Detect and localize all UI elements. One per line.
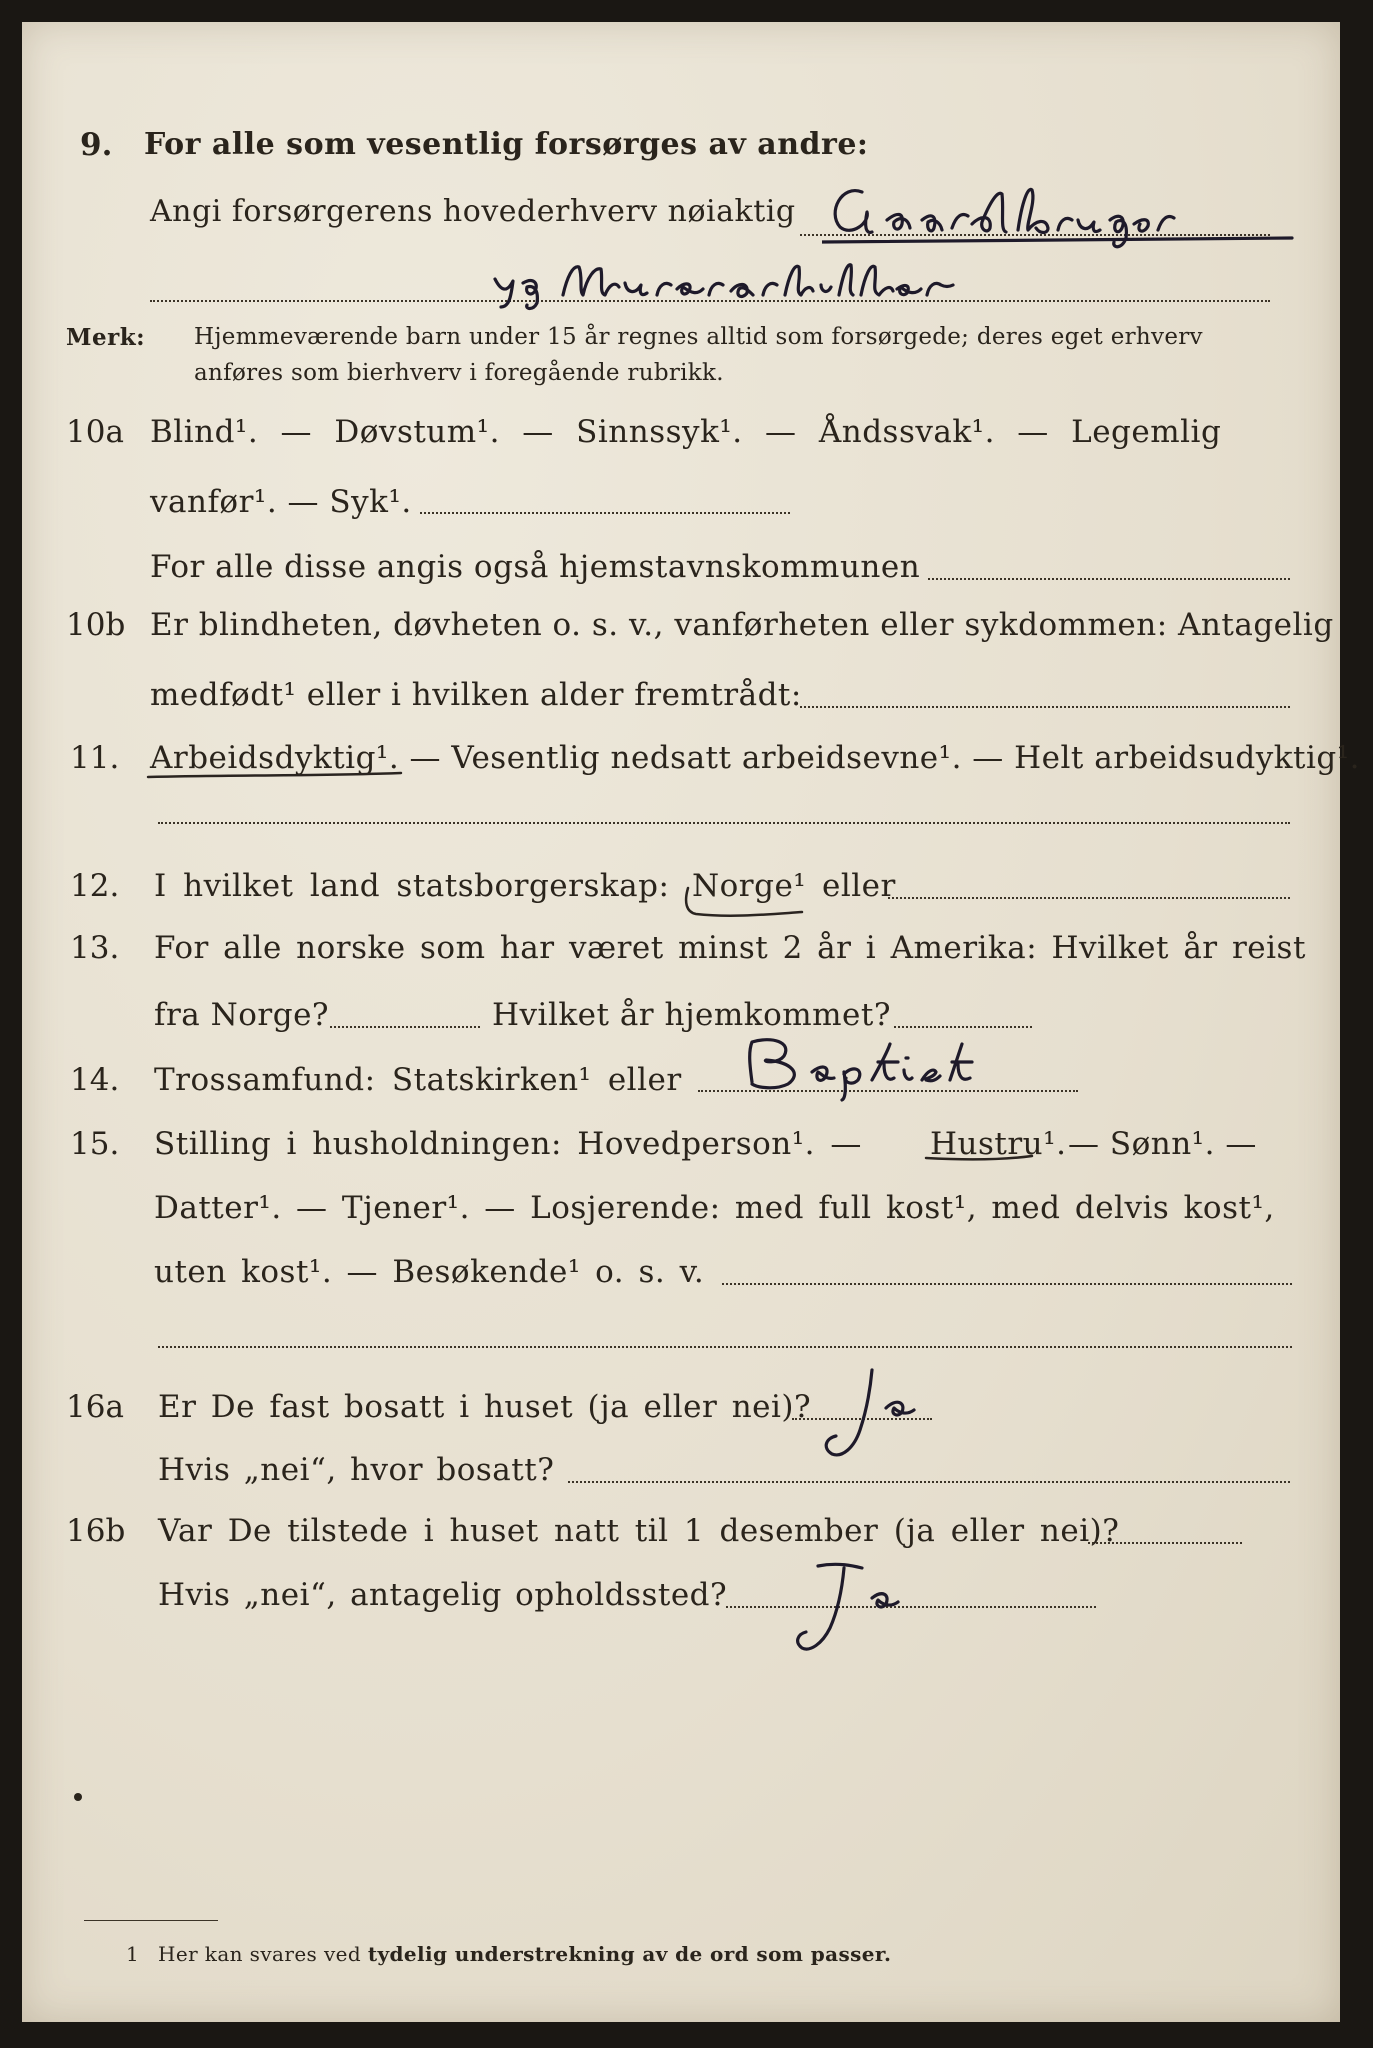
q14-number: 14. xyxy=(70,1062,120,1098)
q12-answer-line xyxy=(888,897,1290,899)
footnote-text-a: Her kan svares ved xyxy=(158,1942,362,1966)
q9-handwritten-line-2 xyxy=(487,257,1107,312)
q10b-alder-line xyxy=(800,706,1290,708)
q13-hjemkommet-label: Hvilket år hjemkommet? xyxy=(492,997,891,1033)
q16b-number: 16b xyxy=(66,1513,126,1549)
footnote-mark: 1 xyxy=(126,1942,140,1966)
q10a-line-1: Blind¹. — Døvstum¹. — Sinnssyk¹. — Åndssvak¹. — Legemlig xyxy=(150,414,1222,450)
footnote-text-b: tydelig understrekning av de ord som passer. xyxy=(367,1942,892,1966)
q9-handwritten-line-1 xyxy=(822,172,1302,252)
q10b-line-1: Er blindheten, døvheten o. s. v., vanførheten eller sykdommen: Antagelig xyxy=(150,607,1334,643)
merk-line-1: Hjemmeværende barn under 15 år regnes alltid som forsørgede; deres eget erhverv xyxy=(194,324,1203,350)
q12-eller: eller xyxy=(822,868,896,904)
q9-title: For alle som vesentlig forsørges av andre: xyxy=(144,127,869,162)
q9-number: 9. xyxy=(80,127,113,163)
q14-prompt: Trossamfund: Statskirken¹ eller xyxy=(154,1062,682,1098)
merk-line-2: anføres som bierhverv i foregående rubrikk. xyxy=(194,360,724,386)
q16b-line-1: Var De tilstede i huset natt til 1 desember (ja eller nei)? xyxy=(158,1513,1120,1549)
q10a-syk-line xyxy=(420,512,790,514)
q11-number: 11. xyxy=(70,740,120,776)
q11-underline xyxy=(146,767,406,787)
q12-underline-loop xyxy=(682,882,812,922)
q16a-bosatt-line xyxy=(568,1481,1290,1483)
q15-selected-option: Hustru¹. xyxy=(930,1126,1067,1162)
q13-reist-line xyxy=(330,1026,480,1028)
q16b-handwritten-ja xyxy=(762,1552,942,1662)
q13-line-1: For alle norske som har været minst 2 år i Amerika: Hvilket år reist xyxy=(154,930,1306,966)
q10a-hjemstavn-line xyxy=(928,578,1290,580)
q10b-number: 10b xyxy=(66,607,126,643)
q15-line-1a: Stilling i husholdningen: Hovedperson¹. — xyxy=(154,1126,862,1162)
q14-handwritten-baptist xyxy=(722,1032,1082,1102)
q11-other-options: — Vesentlig nedsatt arbeidsevne¹. — Helt arbeidsudyktig¹. xyxy=(399,740,1361,776)
q15-underline xyxy=(922,1140,1042,1170)
q12-selected-option: Norge¹ xyxy=(692,868,807,904)
q12-number: 12. xyxy=(70,868,120,904)
footnote-rule xyxy=(84,1920,218,1921)
q13-reist-label: fra Norge? xyxy=(154,997,330,1033)
page-dot-mark xyxy=(74,1793,82,1801)
footnote-text xyxy=(158,1942,891,1966)
q10a-line-2: vanfør¹. — Syk¹. xyxy=(150,484,412,520)
census-form-page xyxy=(22,22,1361,2022)
q16a-line-2: Hvis „nei“, hvor bosatt? xyxy=(158,1452,555,1488)
q11-answer-line xyxy=(158,822,1290,824)
q16a-handwritten-ja xyxy=(802,1362,962,1472)
q15-answer-line-2 xyxy=(158,1346,1292,1348)
q15-number: 15. xyxy=(70,1126,120,1162)
q10a-number: 10a xyxy=(66,414,124,450)
q16b-line-2: Hvis „nei“, antagelig opholdssted? xyxy=(158,1577,728,1613)
q16a-number: 16a xyxy=(66,1389,124,1425)
q16b-answer-line xyxy=(1088,1542,1242,1544)
merk-label: Merk: xyxy=(66,324,146,351)
q15-answer-line-1 xyxy=(722,1283,1292,1285)
q10b-line-2: medfødt¹ eller i hvilken alder fremtrådt: xyxy=(150,677,802,713)
q11-selected-option: Arbeidsdyktig¹. xyxy=(150,740,400,776)
q9-prompt: Angi forsørgerens hovederhverv nøiaktig xyxy=(150,194,796,229)
q15-line-1b: — Sønn¹. — xyxy=(1068,1126,1257,1162)
q13-number: 13. xyxy=(70,930,120,966)
q13-hjemkommet-line xyxy=(894,1026,1032,1028)
q10a-line-3: For alle disse angis også hjemstavnskommunen xyxy=(150,549,921,585)
q12-prompt: I hvilket land statsborgerskap: xyxy=(154,868,670,904)
q15-line-3: uten kost¹. — Besøkende¹ o. s. v. xyxy=(154,1254,705,1290)
q15-line-2: Datter¹. — Tjener¹. — Losjerende: med full kost¹, med delvis kost¹, xyxy=(154,1190,1275,1226)
q16a-line-1: Er De fast bosatt i huset (ja eller nei)? xyxy=(158,1389,812,1425)
